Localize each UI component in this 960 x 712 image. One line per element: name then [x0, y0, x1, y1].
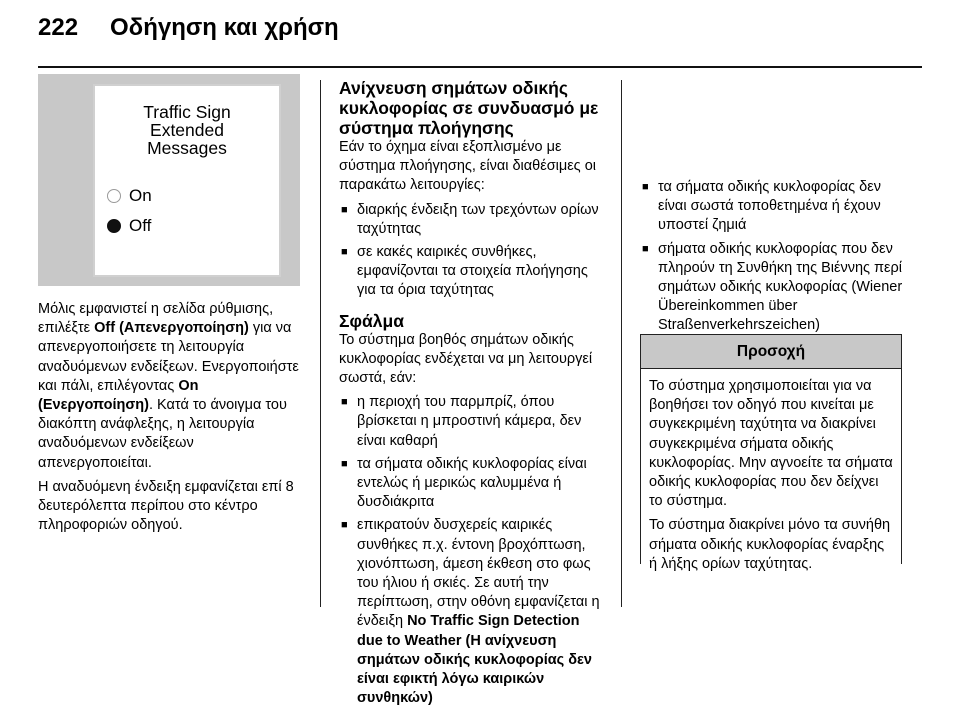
display-option-on: On	[107, 186, 152, 206]
display-title: Traffic Sign Extended Messages	[143, 102, 231, 158]
fault-list-continued	[640, 178, 906, 336]
page-number: 222	[38, 14, 79, 41]
list-item: ■ η περιοχή του παρμπρίζ, όπου βρίσκεται η μπροστινή κάμερα, δεν είναι καθαρή	[339, 393, 605, 451]
radio-unselected-icon	[107, 189, 121, 203]
list-item: ■ σε κακές καιρικές συνθήκες, εμφανίζονται τα στοιχεία πλοήγησης για τα όρια ταχύτητας	[339, 243, 605, 301]
list-item: ■ τα σήματα οδικής κυκλοφορίας είναι εντελώς ή μερικώς καλυμμένα ή δυσδιάκριτα	[339, 455, 605, 513]
fault-list	[339, 393, 605, 708]
radio-selected-icon	[107, 219, 121, 233]
column-divider-right	[621, 80, 622, 607]
left-column	[38, 300, 304, 540]
middle-column	[339, 78, 605, 712]
display-option-off: Off	[107, 216, 151, 236]
fault-intro: Το σύστημα βοηθός σημάτων οδικής κυκλοφορίας ενδέχεται να μη λειτουργεί σωστά, εάν:	[339, 331, 593, 387]
popup-duration-paragraph: Η αναδυόμενη ένδειξη εμφανίζεται επί 8 δευτερόλεπτα περίπου στο κέντρο πληροφοριών οδηγού.	[38, 478, 294, 534]
list-item: ■ σήματα οδικής κυκλοφορίας που δεν πληρούν τη Συνθήκη της Βιέννης περί σημάτων οδικής κυκλοφορίας (Wiener Übereinkommen über Straßenverkehrszeichen)	[640, 240, 906, 336]
list-item: ■ διαρκής ένδειξη των τρεχόντων ορίων ταχύτητας	[339, 201, 605, 239]
list-item: ■ τα σήματα οδικής κυκλοφορίας δεν είναι σωστά τοποθετημένα ή έχουν υποστεί ζημιά	[640, 178, 906, 236]
display-screen	[93, 84, 281, 277]
caution-box	[640, 334, 902, 572]
navigation-feature-list	[339, 201, 605, 301]
display-illustration	[38, 74, 300, 286]
navigation-intro: Εάν το όχημα είναι εξοπλισμένο με σύστημα πλοήγησης, είναι διαθέσιμες οι παρακάτω λειτουργίες:	[339, 139, 596, 194]
caution-title: Προσοχή	[641, 335, 901, 369]
navigation-section-heading: Ανίχνευση σημάτων οδικής κυκλοφορίας σε συνδυασμό με σύστημα πλοήγησης	[339, 78, 599, 138]
caution-paragraph: Το σύστημα χρησιμοποιείται για να βοηθήσει τον οδηγό που κινείται με συγκεκριμένη ταχύτητα να διακρίνει συγκεκριμένα σήματα οδικής κυκλοφορίας. Μην αγνοείτε τα σήματα οδικής κυκλοφορίας που δεν δείχνει το σύστημα.	[649, 378, 893, 510]
caution-body	[641, 369, 901, 574]
caution-paragraph: Το σύστημα διακρίνει μόνο τα συνήθη σήματα οδικής κυκλοφορίας έναρξης ή λήξης ορίων ταχύτητας.	[649, 517, 891, 572]
right-column	[640, 178, 906, 340]
settings-paragraph: Μόλις εμφανιστεί η σελίδα ρύθμισης, επιλέξτε Off (Απενεργοποίηση) για να απενεργοποιήσετε τη λειτουργία αναδυόμενων ενδείξεων. Ενεργοποιήστε και πάλι, επιλέγοντας On (Ενεργοποίηση). Κατά το άνοιγμα του διακόπτη ανάφλεξης, η λειτουργία αναδυόμενων ενδείξεων απενεργοποιείται.	[38, 301, 299, 471]
column-divider-left	[320, 80, 321, 607]
fault-section-heading: Σφάλμα	[339, 310, 404, 331]
page-header	[38, 14, 922, 54]
header-divider	[38, 66, 922, 68]
page-title: Οδήγηση και χρήση	[110, 14, 339, 41]
list-item: ■ επικρατούν δυσχερείς καιρικές συνθήκες π.χ. έντονη βροχόπτωση, χιονόπτωση, άμεση έκθεση στο φως του ήλιου ή σκιές. Σε αυτή την περίπτωση, στην οθόνη εμφανίζεται η ένδειξη No Traffic Sign Detection due to Weather (Η ανίχνευση σημάτων οδικής κυκλοφορίας δεν είναι εφικτή λόγω καιρικών συνθηκών)	[339, 516, 605, 708]
